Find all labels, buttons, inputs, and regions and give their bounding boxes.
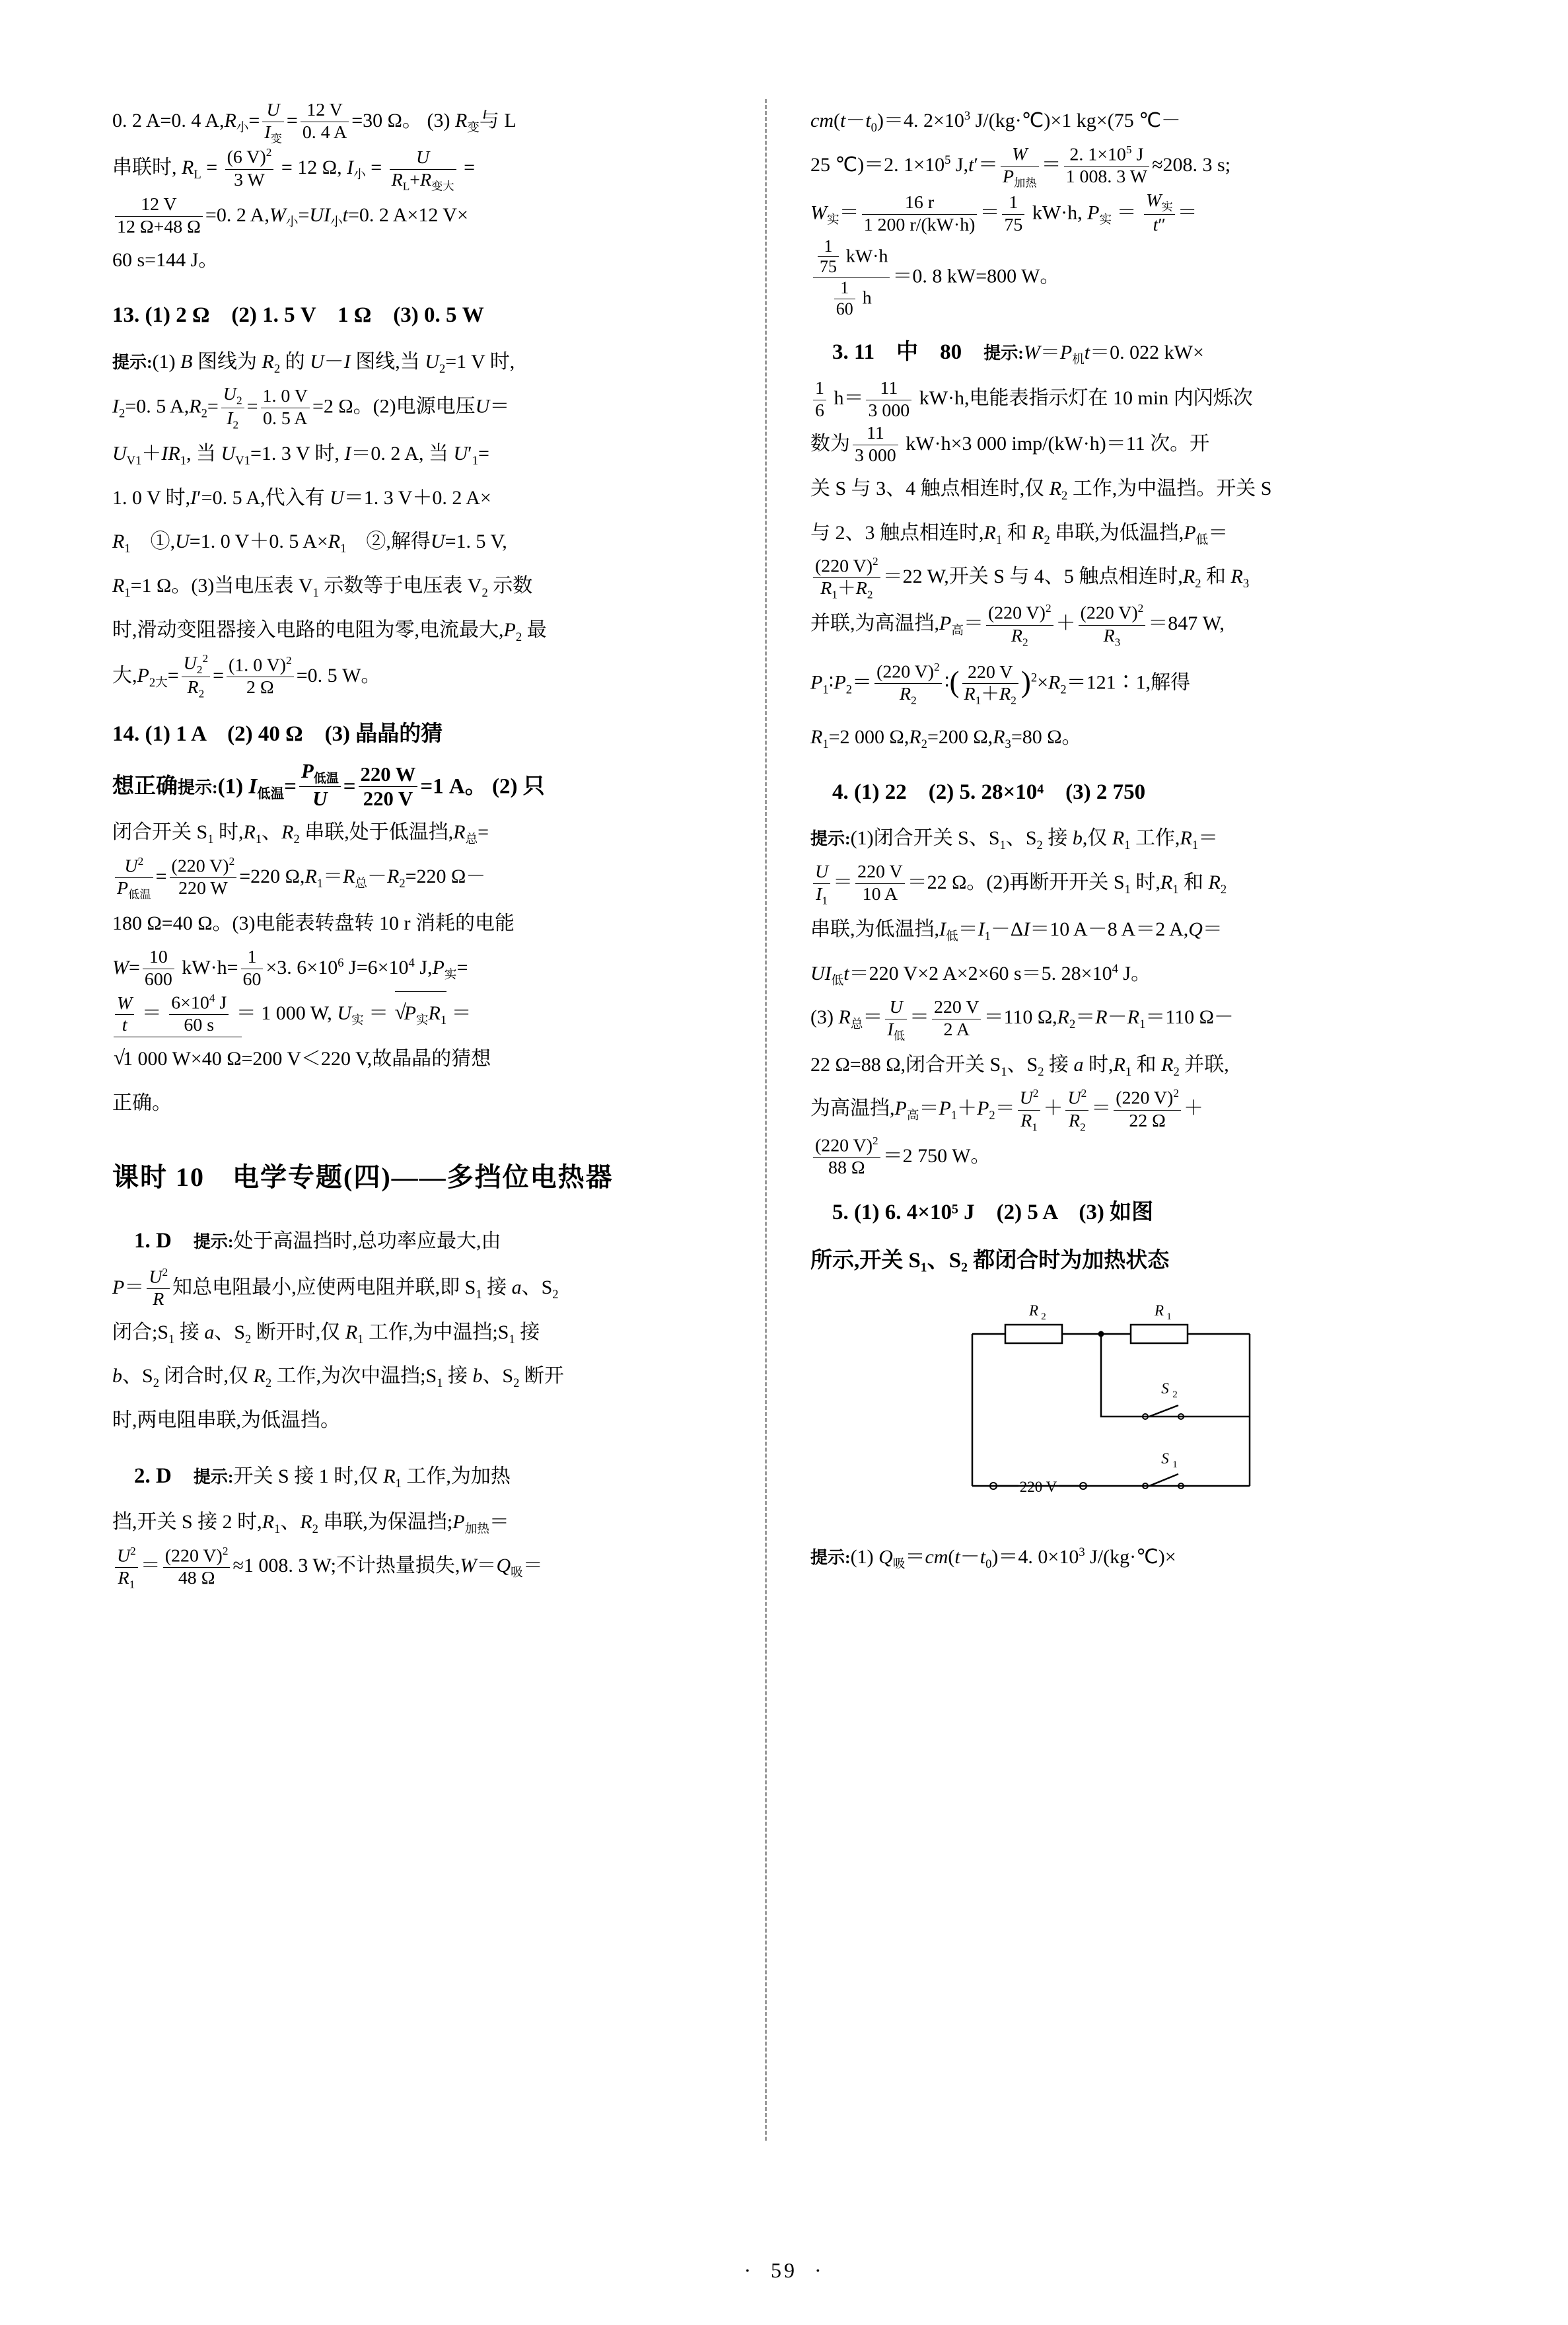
line: 时,滑动变阻器接入电路的电阻为零,电流最大$,P_2$ 最: [112, 618, 547, 644]
item-3-answer: 3. 11 中 80 提示$:W=P_机t=0$. 022 kW×: [832, 340, 1204, 367]
line: 串联,为低温挡$,I_低=I_1-\Delta I=10$ A－8 A＝2 A,Q＝: [810, 918, 1223, 944]
line: $U_{V1}+IR_1$, 当 $U_{V1}=1$. 3 V 时, I＝0. 2 A, 当 $U'_1=$: [112, 443, 489, 468]
item-13-answer: 13. (1) 2 Ω (2) 1. 5 V 1 Ω (3) 0. 5 W: [112, 303, 484, 328]
line: $UI_低t=220$ V×2 A×2×60 s＝5. $28\times 10^4$ J。: [810, 961, 1151, 988]
item-1-hint: [112, 1266, 727, 1443]
line: 为高温挡$,P_高=P_1+P_2=$ $\frac{U^2}{R_1}$ ＋ $\frac{U^2}{R_2}$ ＝ $\frac{(220 V)^2}{22 \Omega}$ ＋: [810, 1087, 1203, 1134]
item-12-continuation: [112, 99, 727, 282]
line: $R_1=1$ Ω。(3)当电压表 $V_1$ 示数等于电压表 $V_2$ 示数: [112, 574, 533, 600]
line: $\frac{(220 V)^2}{88 \Omega}$ ＝2 750 W。: [810, 1134, 1425, 1179]
item-4-hint: [810, 817, 1425, 1179]
page-number: 59: [771, 2258, 797, 2282]
two-column-layout: [112, 99, 1456, 2200]
line: 22 Ω=88 Ω,闭合开关 $S_1$、$S_2$ 接 a 时$,R_1$ 和 $R_2$ 并联,: [810, 1053, 1229, 1079]
section-title: 课时 10 电学专题(四)——多挡位电热器: [112, 1162, 614, 1192]
line: $\frac{U^2}{R_1}$ ＝ $\frac{(220 V)^2}{48 \Omega}$ ≈1 008. 3 W;不计热量损失$,W=Q_吸=$: [112, 1544, 727, 1591]
line: $\frac{(220 V)^2}{R_1+R_2}$ ＝22 W,开关 S 与 4、5 触点相连时$,R_2$ 和 $R_3$: [810, 555, 1425, 602]
line: 60 s=144 J。: [112, 248, 219, 271]
line: (3) $R_总=$ $\frac{U}{I_低}$ ＝ $\frac{220 V}{2 A}$ ＝110 $\Omega,R_2=R-R_1=110$ Ω－: [810, 996, 1234, 1043]
line: 挡,开关 S 接 2 时$,R_1$、$R_2$ 串联,为保温挡$;P_{加热}=$: [112, 1510, 509, 1536]
svg-text:R: R: [1154, 1302, 1164, 1319]
svg-text:2: 2: [1172, 1389, 1178, 1401]
footer-dot-right: ·: [814, 2258, 824, 2282]
item-14-answer: 14. (1) 1 A (2) 40 Ω (3) 晶晶的猜: [112, 722, 443, 747]
right-column: [772, 99, 1425, 2200]
line: $\frac{1}{6}$ h＝ $\frac{11}{3 000}$ kW·h,电能表指示灯在 10 min 内闪烁次: [810, 377, 1425, 422]
line: $W_实=$ $\frac{16 r}{1 200 r/(kW\cdot h)}$ ＝ $\frac{1}{75}$ kW·h, $P_实$ ＝ $\frac{W_实}{t''}$ ＝: [810, 190, 1197, 235]
left-column: [112, 99, 760, 2200]
line: b、$S_2$ 闭合时,仅 $R_2$ 工作,为次中温挡$;S_1$ 接 b、$S_2$ 断开: [112, 1365, 564, 1391]
line: 提示:(1)闭合开关 S、$S_1$、$S_2$ 接 b,仅 $R_1$ 工作$,R_1=$: [810, 827, 1219, 853]
line: $\frac{1}{75}$ kW·h $\frac{1}{60}$ h ＝0. 8 kW=800 W。: [810, 237, 1425, 319]
item-3-hint: [810, 377, 1425, 759]
svg-text:2: 2: [1041, 1311, 1046, 1323]
line: $\frac{12 V}{12 \Omega+48 \Omega}$ =0. 2 $A,W_小=UI_小t=0$. 2 A×12 V×: [112, 194, 727, 239]
svg-text:R: R: [1028, 1302, 1039, 1319]
item-5-answer-cont: 所示,开关 S₁、S₂ 都闭合时为加热状态: [810, 1249, 1170, 1273]
line: 180 Ω=40 Ω。(3)电能表转盘转 10 r 消耗的电能: [112, 912, 515, 935]
svg-text:220 V: 220 V: [1019, 1479, 1057, 1496]
line: 正确。: [112, 1091, 172, 1114]
item-2-continuation: [810, 99, 1425, 319]
line: $\frac{U^2}{P_{低温}}$ = $\frac{(220 V)^2}{220 W}$ =220 $\Omega,R_1=R_总-R_2=220$ Ω－: [112, 855, 727, 902]
item-14-hint: [112, 811, 727, 1125]
line: 串联时, $R_L$ = $\frac{(6 V)^2}{3 W}$ = 12 Ω, $I_小$ = $\frac{U}{R_L+R_{变大}}$ =: [112, 146, 476, 193]
svg-text:S: S: [1161, 1450, 1169, 1467]
line: 关 S 与 3、4 触点相连时,仅 $R_2$ 工作,为中温挡。开关 S: [810, 477, 1272, 503]
line: $\frac{W}{t}$ ＝ $\frac{6\times 10^4 J}{60 s}$ ＝ 1 000 W, $U_实$ ＝ √ $P_实R_1$ ＝: [112, 991, 727, 1037]
line: $\frac{U}{I_1}$ ＝ $\frac{220 V}{10 A}$ ＝22 Ω。(2)再断开开关 $S_1$ 时$,R_1$ 和 $R_2$: [810, 861, 1425, 908]
item-13-hint: [112, 340, 727, 702]
line: 提示:(1) B 图线为 $R_2$ 的 U－I 图线,当 $U_2=1$ V 时,: [112, 350, 515, 376]
line: 并联,为高温挡$,P_高=$ $\frac{(220 V)^2}{R_2}$ ＋ $\frac{(220 V)^2}{R_3}$ ＝847 W,: [810, 602, 1225, 649]
line: √ 1 000 W×40 Ω=200 V＜220 V,故晶晶的猜想: [112, 1037, 727, 1082]
footer-dot-left: ·: [744, 2258, 754, 2282]
svg-text:1: 1: [1172, 1459, 1178, 1471]
column-divider: [765, 99, 767, 2141]
page-footer: [0, 2258, 1568, 2283]
item-5-answer: 5. (1) 6. 4×10⁵ J (2) 5 A (3) 如图: [832, 1200, 1154, 1224]
line: $R_1=2$ 000 $\Omega,R_2=200$ $\Omega,R_3=80$ Ω。: [810, 725, 1082, 751]
item-14-answer-cont: 想正确提示:(1) $I_{低温}=$ $\frac{P_{低温}}{U}$ = $\frac{220 W}{220 V}$ =1 A。 (2) 只: [112, 759, 545, 811]
line: W= $\frac{10}{600}$ kW·h= $\frac{1}{60}$ ×3. $6\times 10^6$ $J=6\times 10^4$ $J,P_实=$: [112, 947, 468, 990]
line: P＝ $\frac{U^2}{R}$ 知总电阻最小,应使两电阻并联,即 $S_1$ 接 a、$S_2$: [112, 1265, 559, 1310]
item-2-hint: [112, 1500, 727, 1592]
line: 闭合开关 $S_1$ 时$,R_1$、$R_2$ 串联,处于低温挡$,R_总=$: [112, 821, 489, 847]
circuit-diagram: [933, 1294, 1302, 1529]
svg-text:1: 1: [1166, 1311, 1172, 1323]
item-1-answer: 1. D 提示:处于高温挡时,总功率应最大,由: [134, 1229, 501, 1253]
line: 25 ℃)＝2. $1\times 10^5$ J,t′＝ $\frac{W}{P_{加热}}$ ＝ $\frac{2. 1\times 10^5 J}{1 008. 3 W}$ ≈208. 3 s;: [810, 143, 1231, 190]
item-2-answer: 2. D 提示:开关 S 接 1 时,仅 $R_1$ 工作,为加热: [134, 1463, 511, 1491]
item-5-hint: 提示:(1) $Q_吸=cm(t-t_0)=4$. $0\times 10^3$ J/(kg·℃)×: [810, 1545, 1176, 1571]
line: 大$,P_{2大}=$ $\frac{U_2^2}{R_2}$ = $\frac{(1. 0 V)^2}{2 \Omega}$ =0. 5 W。: [112, 652, 381, 701]
line: $R_1$ ①,U=1. 0 V＋0. 5 $A\times R_1$ ②,解得U=1. 5 V,: [112, 531, 507, 556]
line: 与 2、3 触点相连时$,R_1$ 和 $R_2$ 串联,为低温挡$,P_低=$: [810, 521, 1229, 547]
line: 0. 2 A=0. 4 $A,R_小=$ $\frac{U}{I_变}$ = $\frac{12 V}{0. 4 A}$ =30 Ω。 (3) $R_变$与 L: [112, 100, 517, 145]
svg-text:S: S: [1161, 1380, 1169, 1397]
line: 数为 $\frac{11}{3 000}$ kW·h×3 000 imp/(kW·h)＝11 次。开: [810, 423, 1210, 466]
line: $cm(t-t_0)=4$. $2\times 10^3$ J/(kg·℃)×1 kg×(75 ℃－: [810, 109, 1181, 135]
line: 时,两电阻串联,为低温挡。: [112, 1409, 340, 1432]
line: 1. 0 V 时,I′=0. 5 A,代入有 U＝1. 3 V＋0. 2 A×: [112, 486, 491, 509]
line: 闭合$;S_1$ 接 a、$S_2$ 断开时,仅 $R_1$ 工作,为中温挡$;S_1$ 接: [112, 1321, 540, 1347]
line: $I_2=0$. 5 $A,R_2=$ $\frac{U_2}{I_2}$ = $\frac{1. 0 V}{0. 5 A}$ =2 Ω。(2)电源电压U＝: [112, 384, 510, 431]
line: $P_1∶P_2=$ $\frac{(220 V)^2}{R_2}$ ∶( $\frac{220 V}{R_1+R_2}$ )$^2\times R_2=121∶1$,解得: [810, 661, 1191, 708]
item-4-answer: 4. (1) 22 (2) 5. 28×10⁴ (3) 2 750: [832, 780, 1146, 805]
